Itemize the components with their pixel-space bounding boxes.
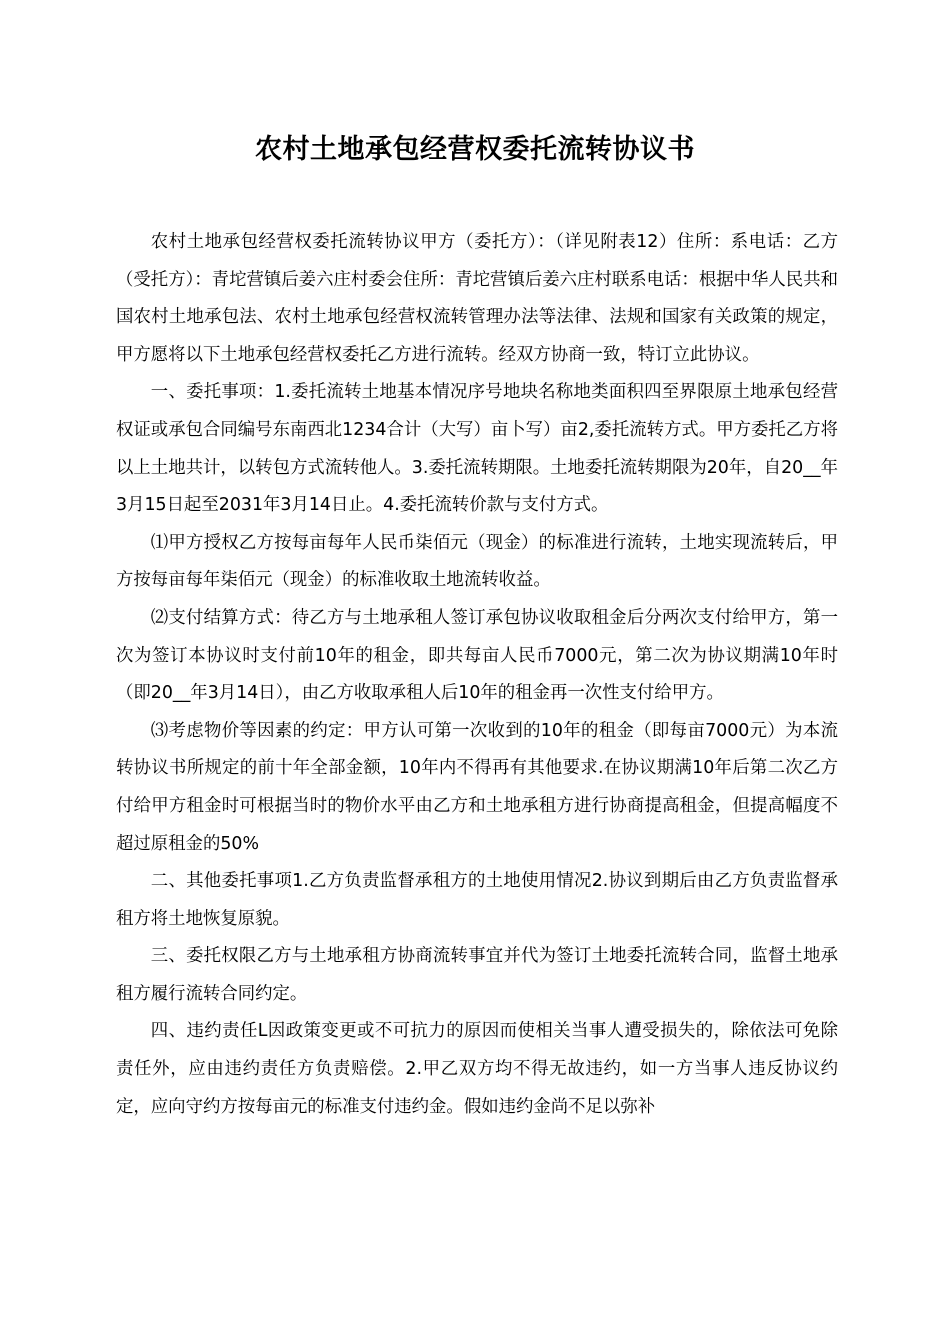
- document-body: [116, 224, 838, 1126]
- document-title: 农村土地承包经营权委托流转协议书: [255, 134, 695, 165]
- paragraph-section-1: 一、委托事项：1.委托流转土地基本情况序号地块名称地类面积四至界限原土地承包经营权证或承包合同编号东南西北1234合计（大写）亩卜写）亩2,委托流转方式。甲方委托乙方将以上土地共计，以转包方式流转他人。3.委托流转期限。土地委托流转期限为20年，自20__年3月15日起至2031年3月14日止。4.委托流转价款与支付方式。: [116, 382, 838, 516]
- paragraph-section-4: 四、违约责任L因政策变更或不可抗力的原因而使相关当事人遭受损失的，除依法可免除责任外，应由违约责任方负责赔偿。2.甲乙双方均不得无故违约，如一方当事人违反协议约定，应向守约方按每亩元的标准支付违约金。假如违约金尚不足以弥补: [116, 1021, 838, 1117]
- paragraph-preamble: 农村土地承包经营权委托流转协议甲方（委托方）：（详见附表12）住所：系电话：乙方（受托方）：青坨营镇后姜六庄村委会住所：青坨营镇后姜六庄村联系电话：根据中华人民共和国农村土地承包法、农村土地承包经营权流转管理办法等法律、法规和国家有关政策的规定，甲方愿将以下土地承包经营权委托乙方进行流转。经双方协商一致，特订立此协议。: [116, 232, 838, 365]
- paragraph-section-2: 二、其他委托事项1.乙方负责监督承租方的土地使用情况2.协议到期后由乙方负责监督承租方将土地恢复原貌。: [116, 871, 838, 929]
- paragraph-item-2: ⑵支付结算方式：待乙方与土地承租人签订承包协议收取租金后分两次支付给甲方，第一次为签订本协议时支付前10年的租金，即共每亩人民币7000元，第二次为协议期满10年时（即20__年3月14日），由乙方收取承租人后10年的租金再一次性支付给甲方。: [116, 607, 838, 704]
- paragraph-item-1: ⑴甲方授权乙方按每亩每年人民币柒佰元（现金）的标准进行流转，土地实现流转后，甲方按每亩每年柒佰元（现金）的标准收取土地流转收益。: [116, 532, 838, 591]
- paragraph-item-3: ⑶考虑物价等因素的约定：甲方认可第一次收到的10年的租金（即每亩7000元）为本流转协议书所规定的前十年全部金额，10年内不得再有其他要求.在协议期满10年后第二次乙方付给甲方租金时可根据当时的物价水平由乙方和土地承租方进行协商提高租金，但提高幅度不超过原租金的50%: [116, 720, 838, 854]
- paragraph-section-3: 三、委托权限乙方与土地承租方协商流转事宜并代为签订土地委托流转合同，监督土地承租方履行流转合同约定。: [116, 946, 838, 1004]
